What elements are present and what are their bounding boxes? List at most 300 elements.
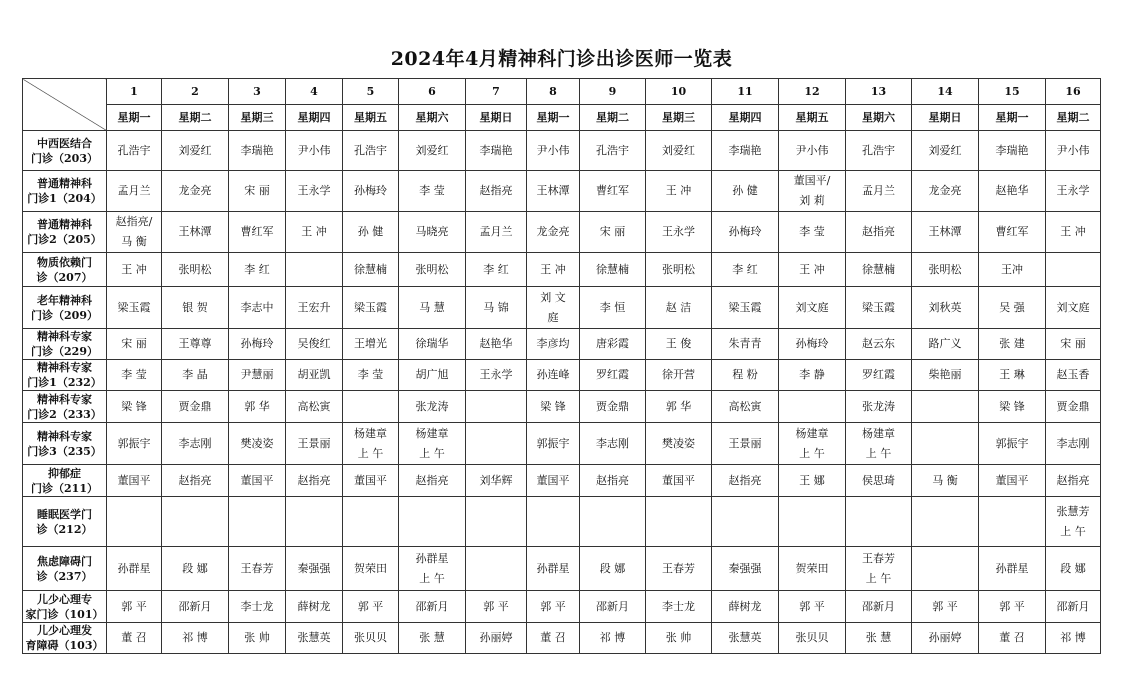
doctor-cell-line: 张 慧 [865,631,892,644]
doctor-cell-line: 董国平 [354,473,387,487]
clinic-name-cell [23,465,107,497]
clinic-name-cell-line: 诊（207） [36,270,93,284]
doctor-cell [712,212,779,253]
table-row [23,497,1101,547]
doctor-cell-line: 刘文庭 [1056,300,1090,314]
clinic-name-cell [23,591,107,623]
doctor-cell-line: 张慧英 [297,631,331,644]
doctor-cell [912,423,979,465]
doctor-cell-line: 郭 华 [244,399,270,413]
doctor-cell-line: 李瑞艳 [240,143,274,157]
doctor-cell [712,391,779,423]
doctor-cell [466,360,527,391]
table-row [23,360,1101,391]
doctor-cell [343,212,399,253]
clinic-name-cell-line: 门诊（211） [31,481,98,495]
doctor-cell [646,131,712,171]
clinic-name-cell-line: 普通精神科 [37,218,92,231]
doctor-cell [846,547,912,591]
doctor-cell-line: 李 莹 [799,225,825,238]
doctor-cell [162,465,229,497]
doctor-cell [580,360,646,391]
doctor-cell [1046,497,1101,547]
doctor-cell-line: 李瑞艳 [995,143,1029,157]
doctor-cell-line: 王永学 [1056,184,1090,197]
doctor-cell-line: 董国平 [536,473,570,487]
doctor-cell [712,360,779,391]
doctor-cell [229,591,286,623]
doctor-cell-line: 贺荣田 [354,561,387,575]
doctor-cell [527,360,580,391]
doctor-cell [162,423,229,465]
doctor-cell-line: 侯思琦 [862,473,895,487]
doctor-cell-line: 尹小伟 [795,143,829,157]
doctor-cell [979,360,1046,391]
doctor-cell-line: 王春芳 [662,561,695,575]
doctor-cell [286,131,343,171]
doctor-cell [399,623,466,654]
doctor-cell-line: 赵指亮 [596,473,629,487]
doctor-cell [580,591,646,623]
doctor-cell [107,287,162,329]
doctor-cell-line: 徐慧楠 [354,262,387,276]
doctor-cell-line: 张慧芳 [1056,504,1090,518]
doctor-cell-line: 董国平 [995,473,1029,487]
clinic-name-cell-line: 睡眠医学门 [37,507,92,521]
doctor-cell-line: 贺荣田 [795,561,829,575]
doctor-cell-line: 李 红 [244,262,270,276]
doctor-cell [527,497,580,547]
doctor-cell-line: 王 琳 [999,368,1025,381]
doctor-cell [912,465,979,497]
doctor-cell [979,623,1046,654]
doctor-cell [712,547,779,591]
doctor-cell-line: 王 冲 [799,262,825,276]
doctor-cell-line: 张贝贝 [354,631,387,644]
doctor-cell-line: 孔浩宇 [596,143,629,157]
doctor-cell-line: 邵新月 [1056,599,1090,613]
doctor-cell [162,287,229,329]
doctor-cell [343,360,399,391]
doctor-cell-line: 孙梅玲 [728,225,762,238]
doctor-cell [399,391,466,423]
doctor-cell-line: 梁玉霞 [728,300,762,314]
clinic-name-cell-line: 中西医结合 [37,136,92,150]
doctor-cell-line: 张明松 [178,262,212,276]
doctor-cell [343,131,399,171]
doctor-cell [399,465,466,497]
clinic-name-cell-line: 诊（212） [36,522,93,536]
doctor-cell [1046,547,1101,591]
doctor-cell [979,465,1046,497]
doctor-cell [1046,329,1101,360]
doctor-cell-line: 王景丽 [297,436,331,450]
doctor-cell-line: 郭 平 [357,599,384,613]
doctor-cell-line: 张明松 [928,262,962,276]
doctor-cell-line: 王 冲 [1060,225,1086,238]
schedule-table [22,78,1101,654]
doctor-cell-line: 高松寅 [728,399,762,413]
doctor-cell [286,329,343,360]
clinic-name-cell-line: 焦虑障碍门 [37,554,92,568]
doctor-cell-line: 赵指亮 [297,473,331,487]
doctor-cell-line: 龙金亮 [536,225,570,238]
doctor-cell [779,253,846,287]
day-number-header: 5 [343,79,399,105]
doctor-cell [229,423,286,465]
page-title: 2024年4月精神科门诊出诊医师一览表 [390,48,733,70]
clinic-name-cell-line: 门诊3（235） [27,444,102,458]
doctor-cell-line: 邵新月 [862,599,895,613]
doctor-cell [846,171,912,212]
doctor-cell [779,623,846,654]
doctor-cell [229,329,286,360]
doctor-cell [846,360,912,391]
doctor-cell [527,287,580,329]
clinic-name-cell-line: 育障碍（103） [25,639,104,652]
doctor-cell-line: 樊凌姿 [240,436,274,450]
table-row [23,465,1101,497]
doctor-cell [846,212,912,253]
doctor-cell-line: 董国平 [117,473,151,487]
weekday-header: 星期六 [399,105,466,131]
doctor-cell-line: 李瑞艳 [479,143,513,157]
doctor-cell [779,360,846,391]
doctor-cell [979,171,1046,212]
doctor-cell-line: 张慧英 [728,631,762,644]
doctor-cell-line: 徐慧楠 [862,262,895,276]
doctor-cell [779,171,846,212]
doctor-cell [162,329,229,360]
doctor-cell-line: 董 召 [121,631,147,644]
doctor-cell [527,391,580,423]
doctor-cell [466,212,527,253]
doctor-cell [107,547,162,591]
doctor-cell-line: 孟月兰 [117,184,151,197]
doctor-cell-line: 刘 文 [540,290,566,304]
doctor-cell-line: 马 衡 [932,473,958,487]
doctor-cell [343,423,399,465]
doctor-cell-line: 赵艳华 [479,337,513,350]
doctor-cell-line: 郭 华 [665,399,692,413]
clinic-name-cell-line: 门诊（209） [31,308,98,322]
doctor-cell [979,547,1046,591]
doctor-cell-line: 李志中 [240,300,274,314]
doctor-cell [162,131,229,171]
doctor-cell-line: 尹小伟 [536,143,570,157]
weekday-header: 星期五 [779,105,846,131]
doctor-cell [286,287,343,329]
weekday-header: 星期一 [107,105,162,131]
doctor-cell-line: 吴俊红 [297,337,331,350]
doctor-cell [779,423,846,465]
doctor-cell-line: 赵指亮/ [115,215,153,228]
day-number-header: 10 [646,79,712,105]
doctor-cell-line: 李 恒 [599,300,626,314]
doctor-cell-line: 祁 博 [182,631,208,644]
clinic-name-cell-line: 精神科专家 [37,330,92,343]
doctor-cell [580,131,646,171]
doctor-cell-line: 秦强强 [728,561,762,575]
doctor-cell [979,253,1046,287]
doctor-cell [229,547,286,591]
doctor-cell-line: 王尊尊 [178,337,212,350]
day-number-header: 8 [527,79,580,105]
clinic-name-cell-line: 精神科专家 [37,361,92,374]
doctor-cell [343,497,399,547]
doctor-cell-line: 曹红军 [240,225,274,238]
doctor-cell-line: 张龙涛 [862,399,895,413]
doctor-cell-line: 张龙涛 [415,399,449,413]
doctor-cell-line: 郭 平 [483,599,509,613]
doctor-cell [912,497,979,547]
doctor-cell [646,465,712,497]
doctor-cell-line: 刘 莉 [799,194,825,207]
doctor-cell [1046,171,1101,212]
doctor-cell-line: 梁 锋 [999,399,1025,413]
doctor-cell-line: 路广义 [928,337,962,350]
doctor-cell [646,547,712,591]
doctor-cell [1046,423,1101,465]
clinic-name-cell [23,391,107,423]
clinic-name-cell [23,212,107,253]
doctor-cell [343,547,399,591]
doctor-cell [107,131,162,171]
doctor-cell [466,131,527,171]
day-number-header: 12 [779,79,846,105]
doctor-cell [343,287,399,329]
doctor-cell-line: 孙 健 [732,184,758,197]
doctor-cell [343,591,399,623]
table-row [23,591,1101,623]
doctor-cell-line: 王春芳 [240,561,274,575]
clinic-name-cell-line: 老年精神科 [37,293,92,307]
doctor-cell [229,287,286,329]
doctor-cell-line: 孙群星 [117,561,151,575]
doctor-cell-line: 祁 博 [1060,631,1086,644]
doctor-cell-line: 段 娜 [182,561,208,575]
doctor-cell-line: 罗红霞 [596,368,629,381]
doctor-cell-line: 郭振宇 [995,436,1029,450]
doctor-cell-line: 李志刚 [596,436,629,450]
doctor-cell-line: 高松寅 [297,399,331,413]
doctor-cell [979,131,1046,171]
doctor-cell-line: 庭 [547,310,559,324]
doctor-cell-line: 胡亚凯 [297,368,331,381]
doctor-cell [107,465,162,497]
doctor-cell [779,591,846,623]
doctor-cell [466,623,527,654]
doctor-cell [846,287,912,329]
doctor-cell-line: 上 午 [419,571,445,585]
doctor-cell-line: 邵新月 [596,599,629,613]
doctor-cell-line: 郭 平 [121,599,147,613]
doctor-cell [229,497,286,547]
doctor-cell-line: 马 锦 [483,300,509,314]
doctor-cell-line: 张明松 [415,262,449,276]
clinic-name-cell [23,360,107,391]
doctor-cell-line: 段 娜 [1060,561,1086,575]
doctor-cell [162,391,229,423]
doctor-cell [580,212,646,253]
doctor-cell-line: 贾金鼎 [1056,399,1090,413]
doctor-cell [399,131,466,171]
clinic-name-cell [23,171,107,212]
doctor-cell [286,591,343,623]
doctor-cell [399,360,466,391]
doctor-cell [286,423,343,465]
doctor-cell-line: 唐彩霞 [596,337,629,350]
doctor-cell-line: 郭振宇 [117,436,151,450]
doctor-cell [846,423,912,465]
doctor-cell-line: 王林潭 [928,225,962,238]
clinic-name-cell-line: 诊（237） [36,569,93,583]
doctor-cell [779,329,846,360]
clinic-name-cell [23,329,107,360]
doctor-cell-line: 孟月兰 [479,225,513,238]
weekday-header: 星期二 [162,105,229,131]
day-number-header: 16 [1046,79,1101,105]
header-row-days [23,79,1101,105]
doctor-cell-line: 李瑞艳 [728,143,762,157]
doctor-cell [712,497,779,547]
doctor-cell [286,547,343,591]
clinic-name-cell-line: 门诊（229） [31,345,98,358]
doctor-cell [646,391,712,423]
doctor-cell-line: 孟月兰 [862,184,895,197]
doctor-cell [912,391,979,423]
weekday-header: 星期三 [646,105,712,131]
doctor-cell [580,547,646,591]
doctor-cell [527,623,580,654]
doctor-cell [912,547,979,591]
doctor-cell-line: 梁玉霞 [354,300,387,314]
doctor-cell [527,329,580,360]
doctor-cell-line: 赵指亮 [862,225,895,238]
doctor-cell-line: 刘华辉 [479,473,513,487]
doctor-cell [912,131,979,171]
doctor-cell [107,329,162,360]
doctor-cell [466,171,527,212]
doctor-cell-line: 王 俊 [665,337,692,350]
clinic-name-cell [23,497,107,547]
doctor-cell [229,465,286,497]
clinic-name-cell-line: 门诊2（233） [27,407,102,421]
doctor-cell [979,287,1046,329]
day-number-header: 7 [466,79,527,105]
doctor-cell [912,591,979,623]
doctor-cell-line: 董 召 [540,631,566,644]
doctor-cell [646,360,712,391]
doctor-cell [527,423,580,465]
day-number-header: 11 [712,79,779,105]
day-number-header: 3 [229,79,286,105]
doctor-cell [580,497,646,547]
doctor-cell-line: 徐慧楠 [596,262,629,276]
table-row [23,423,1101,465]
doctor-cell [779,497,846,547]
doctor-cell-line: 郭 平 [540,599,566,613]
doctor-cell [399,171,466,212]
doctor-cell [229,171,286,212]
doctor-cell-line: 梁玉霞 [117,300,151,314]
doctor-cell [162,360,229,391]
doctor-cell [466,253,527,287]
doctor-cell [343,171,399,212]
doctor-cell [912,329,979,360]
doctor-cell [646,497,712,547]
doctor-cell [1046,391,1101,423]
doctor-cell-line: 孙梅玲 [354,184,387,197]
doctor-cell-line: 孙连峰 [536,368,570,381]
clinic-name-cell [23,547,107,591]
doctor-cell-line: 尹小伟 [297,143,331,157]
doctor-cell [779,547,846,591]
doctor-cell [399,253,466,287]
doctor-cell-line: 王永学 [662,225,695,238]
doctor-cell-line: 罗红霞 [862,368,895,381]
doctor-cell [846,131,912,171]
doctor-cell-line: 马晓亮 [415,225,449,238]
doctor-cell [846,465,912,497]
doctor-cell [846,253,912,287]
doctor-cell [527,547,580,591]
doctor-cell [162,623,229,654]
doctor-cell-line: 赵指亮 [178,473,212,487]
doctor-cell-line: 杨建章 [354,426,387,440]
doctor-cell-line: 柴艳丽 [928,368,962,381]
table-row [23,391,1101,423]
doctor-cell-line: 刘爱红 [928,143,962,157]
doctor-cell-line: 李 静 [799,368,825,381]
doctor-cell [1046,131,1101,171]
doctor-cell [527,591,580,623]
doctor-cell [466,497,527,547]
doctor-cell-line: 尹慧丽 [240,368,274,381]
doctor-cell [646,423,712,465]
doctor-cell [162,591,229,623]
doctor-cell-line: 张明松 [662,262,695,276]
doctor-cell [580,623,646,654]
doctor-cell-line: 郭振宇 [536,436,570,450]
doctor-cell [162,253,229,287]
doctor-cell-line: 尹小伟 [1056,143,1090,157]
doctor-cell [912,253,979,287]
doctor-cell [1046,465,1101,497]
doctor-cell [162,212,229,253]
table-row [23,253,1101,287]
day-number-header: 2 [162,79,229,105]
clinic-name-cell-line: 普通精神科 [37,177,92,190]
day-number-header: 1 [107,79,162,105]
doctor-cell [846,329,912,360]
doctor-cell-line: 孙梅玲 [795,337,829,350]
weekday-header: 星期六 [846,105,912,131]
doctor-cell [646,287,712,329]
doctor-cell [399,547,466,591]
doctor-cell-line: 王冲 [1001,262,1023,276]
doctor-cell-line: 银 贺 [182,300,208,314]
table-row [23,287,1101,329]
doctor-cell [979,212,1046,253]
doctor-cell [343,391,399,423]
doctor-cell-line: 杨建章 [415,426,449,440]
clinic-name-cell [23,287,107,329]
doctor-cell-line: 邵新月 [178,599,212,613]
clinic-name-cell [23,131,107,171]
table-row [23,329,1101,360]
doctor-cell-line: 王 娜 [799,473,825,487]
